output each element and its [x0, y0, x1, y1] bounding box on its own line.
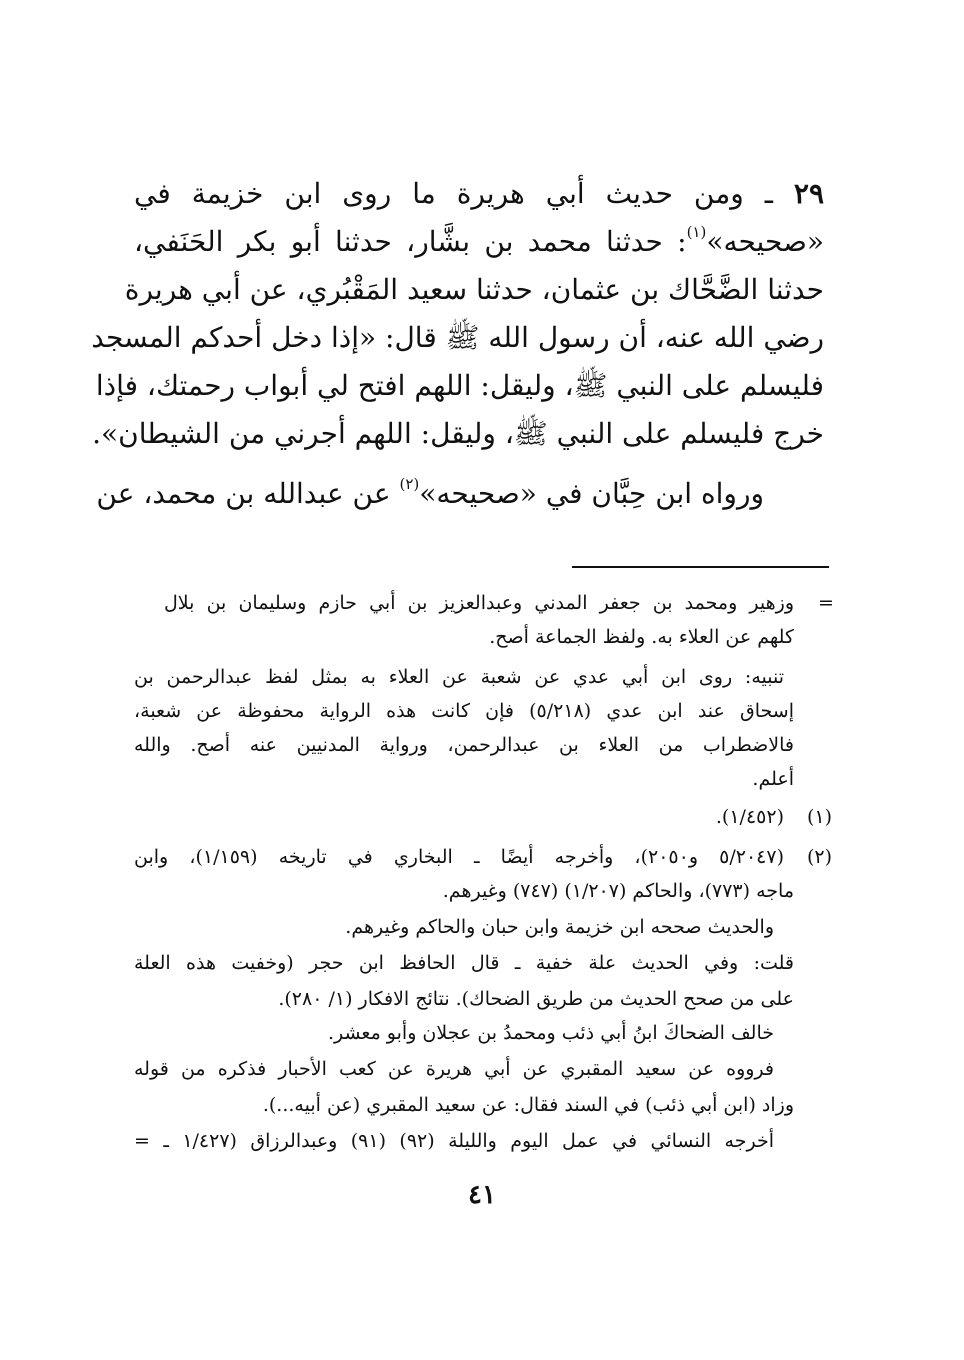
main-text-line	[134, 218, 824, 266]
main-text-line	[134, 170, 824, 218]
footnote-line: قلت: وفي الحديث علة خفية ـ قال الحافظ ابن حجر (وخفيت هذه العلة	[134, 952, 794, 974]
main-text-fragment: : حدثنا محمد بن بشَّار، حدثنا أبو بكر الحَنَفي،	[134, 225, 687, 258]
main-text-line: فليسلم على النبي ﷺ، وليقل: اللهم افتح لي أبواب رحمتك، فإذا	[95, 369, 824, 402]
footnote-ref-1: (١)	[686, 223, 707, 241]
footnote-line: تنبيه: روى ابن أبي عدي عن شعبة عن العلاء به بمثل لفظ عبدالرحمن بن	[134, 666, 784, 688]
footnote-line: فالاضطراب من العلاء بن عبدالرحمن، ورواية المدنيين عنه أصح. والله	[134, 734, 794, 756]
main-text-line: حدثنا الضَّحَّاك بن عثمان، حدثنا سعيد المَقْبُري، عن أبي هريرة	[124, 273, 824, 306]
footnote-line: ماجه (٧٧٣)، والحاكم (١/٢٠٧) (٧٤٧) وغيرهم.	[442, 880, 794, 902]
footnote-mark-2: (٢)	[806, 846, 832, 868]
main-text-line	[96, 470, 764, 518]
footnote-line: إسحاق عند ابن عدي (٥/٢١٨) فإن كانت هذه الرواية محفوظة عن شعبة،	[134, 700, 794, 722]
footnote-line: أخرجه النسائي في عمل اليوم والليلة (٩٢) (٩١) وعبدالرزاق (١/٤٢٧ ـ =	[134, 1130, 774, 1152]
footnote-line: وزهير ومحمد بن جعفر المدني وعبدالعزيز بن أبي حازم وسليمان بن بلال	[164, 592, 794, 614]
main-text-fragment: ورواه ابن حِبَّان في «صحيحه»	[419, 477, 764, 510]
footnote-mark-1: (١)	[806, 806, 832, 828]
footnote-text-1: (١/٤٥٢).	[715, 806, 784, 828]
footnote-ref-2: (٢)	[399, 475, 420, 493]
footnote-line: أعلم.	[752, 768, 794, 790]
footnote-line: (٥/٢٠٤٧ و٢٠٥٠)، وأخرجه أيضًا ـ البخاري في تاريخه (١/١٥٩)، وابن	[134, 846, 784, 868]
footnote-line: والحديث صححه ابن خزيمة وابن حبان والحاكم وغيرهم.	[345, 916, 774, 938]
footnote-line: كلهم عن العلاء به. ولفظ الجماعة أصح.	[489, 626, 794, 648]
hadith-number: ٢٩	[793, 177, 824, 210]
continuation-mark: =	[818, 592, 834, 614]
footnote-line: فرووه عن سعيد المقبري عن أبي هريرة عن كعب الأحبار فذكره من قوله	[134, 1058, 774, 1080]
main-text-fragment: عن عبدالله بن محمد، عن	[96, 477, 400, 510]
page-number: ٤١	[468, 1180, 496, 1210]
footnote-line: على من صحح الحديث من طريق الضحاك). نتائج الافكار (١/ ٢٨٠).	[278, 988, 794, 1010]
main-text-line: رضي الله عنه، أن رسول الله ﷺ قال: «إذا دخل أحدكم المسجد	[91, 321, 824, 354]
footnote-line: خالف الضحاكَ ابنُ أبي ذئب ومحمدُ بن عجلان وأبو معشر.	[327, 1022, 774, 1044]
main-text-fragment: «صحيحه»	[706, 225, 824, 258]
footnote-line: وزاد (ابن أبي ذئب) في السند فقال: عن سعيد المقبري (عن أبيه...).	[262, 1094, 794, 1116]
main-text-line: خرج فليسلم على النبي ﷺ، وليقل: اللهم أجرني من الشيطان».	[92, 417, 824, 450]
main-text-fragment: ـ ومن حديث أبي هريرة ما روى ابن خزيمة في	[134, 177, 773, 210]
footnote-separator	[572, 566, 829, 568]
